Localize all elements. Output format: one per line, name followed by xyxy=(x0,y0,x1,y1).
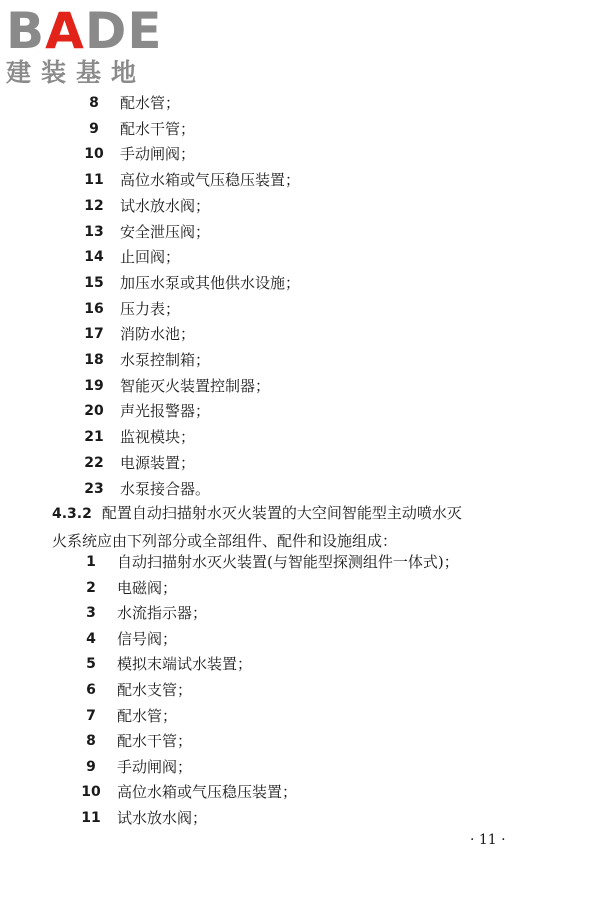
item-text: 安全泄压阀； xyxy=(120,222,211,241)
item-text: 高位水箱或气压稳压装置； xyxy=(120,171,301,190)
item-text: 水泵控制箱； xyxy=(120,351,211,369)
logo-letters-de: DE xyxy=(84,2,163,60)
item-text: 消防水池； xyxy=(120,325,196,344)
item-text: 配水干管； xyxy=(117,732,193,751)
item-text: 高位水箱或气压稳压装置； xyxy=(117,783,298,802)
item-number: 9 xyxy=(86,758,96,775)
item-text: 手动闸阀； xyxy=(117,757,193,776)
item-number: 17 xyxy=(84,326,104,343)
item-number: 14 xyxy=(84,249,104,266)
item-number: 2 xyxy=(86,579,96,596)
item-text: 配水管； xyxy=(120,94,181,112)
item-text: 试水放水阀； xyxy=(117,809,208,827)
clause-number: 4.3.2 xyxy=(52,506,92,522)
item-text: 模拟末端试水装置； xyxy=(117,655,253,674)
item-number: 21 xyxy=(84,429,104,446)
item-text: 试水放水阀； xyxy=(120,196,211,215)
item-number: 11 xyxy=(84,172,104,189)
item-number: 4 xyxy=(86,630,96,647)
item-number: 7 xyxy=(86,707,96,724)
item-number: 3 xyxy=(86,605,96,622)
item-number: 19 xyxy=(84,377,104,394)
item-text: 配水支管； xyxy=(117,681,193,699)
item-number: 6 xyxy=(86,682,96,698)
item-number: 8 xyxy=(89,95,99,111)
item-number: 23 xyxy=(84,480,104,497)
logo-chinese-text: 建装基地 xyxy=(6,58,147,87)
item-number: 5 xyxy=(86,656,96,673)
item-number: 16 xyxy=(84,300,104,317)
item-text: 监视模块； xyxy=(120,428,196,447)
item-text: 信号阀； xyxy=(117,629,178,648)
item-number: 22 xyxy=(84,454,104,471)
item-number: 8 xyxy=(86,733,96,750)
item-number: 20 xyxy=(84,403,104,420)
logo-wordmark xyxy=(6,2,176,60)
item-text: 止回阀； xyxy=(120,248,181,267)
clause-4-3-2 xyxy=(52,500,572,555)
item-text: 配水干管； xyxy=(120,119,196,138)
item-text: 压力表； xyxy=(120,299,181,318)
clause-text-2: 火系统应由下列部分或全部组件、配件和设施组成： xyxy=(52,532,398,550)
item-number: 18 xyxy=(84,352,104,368)
item-number: 10 xyxy=(81,784,101,801)
bade-logo xyxy=(6,2,176,87)
logo-letter-a-accent: A xyxy=(45,2,85,60)
item-text: 声光报警器； xyxy=(120,402,211,421)
item-text: 手动闸阀； xyxy=(120,145,196,164)
item-text: 配水管； xyxy=(117,706,178,725)
item-number: 15 xyxy=(84,274,104,291)
clause-line-1 xyxy=(52,500,572,528)
item-text: 水流指示器； xyxy=(117,604,208,623)
item-text: 智能灭火装置控制器； xyxy=(120,376,271,395)
item-text: 加压水泵或其他供水设施； xyxy=(120,273,301,292)
clause-text-1: 配置自动扫描射水灭火装置的大空间智能型主动喷水灭 xyxy=(101,504,462,522)
page-number: · 11 · xyxy=(470,832,506,848)
item-number: 13 xyxy=(84,223,104,240)
item-number: 1 xyxy=(86,554,96,570)
item-number: 11 xyxy=(81,810,101,826)
item-number: 9 xyxy=(89,120,99,137)
item-text: 电源装置； xyxy=(120,453,196,472)
item-text: 电磁阀； xyxy=(117,578,178,597)
item-text: 水泵接合器。 xyxy=(120,479,211,498)
item-number: 12 xyxy=(84,197,104,214)
logo-letter-b: B xyxy=(6,2,46,60)
item-number: 10 xyxy=(84,146,104,163)
item-text: 自动扫描射水灭火装置(与智能型探测组件一体式)； xyxy=(117,553,459,571)
